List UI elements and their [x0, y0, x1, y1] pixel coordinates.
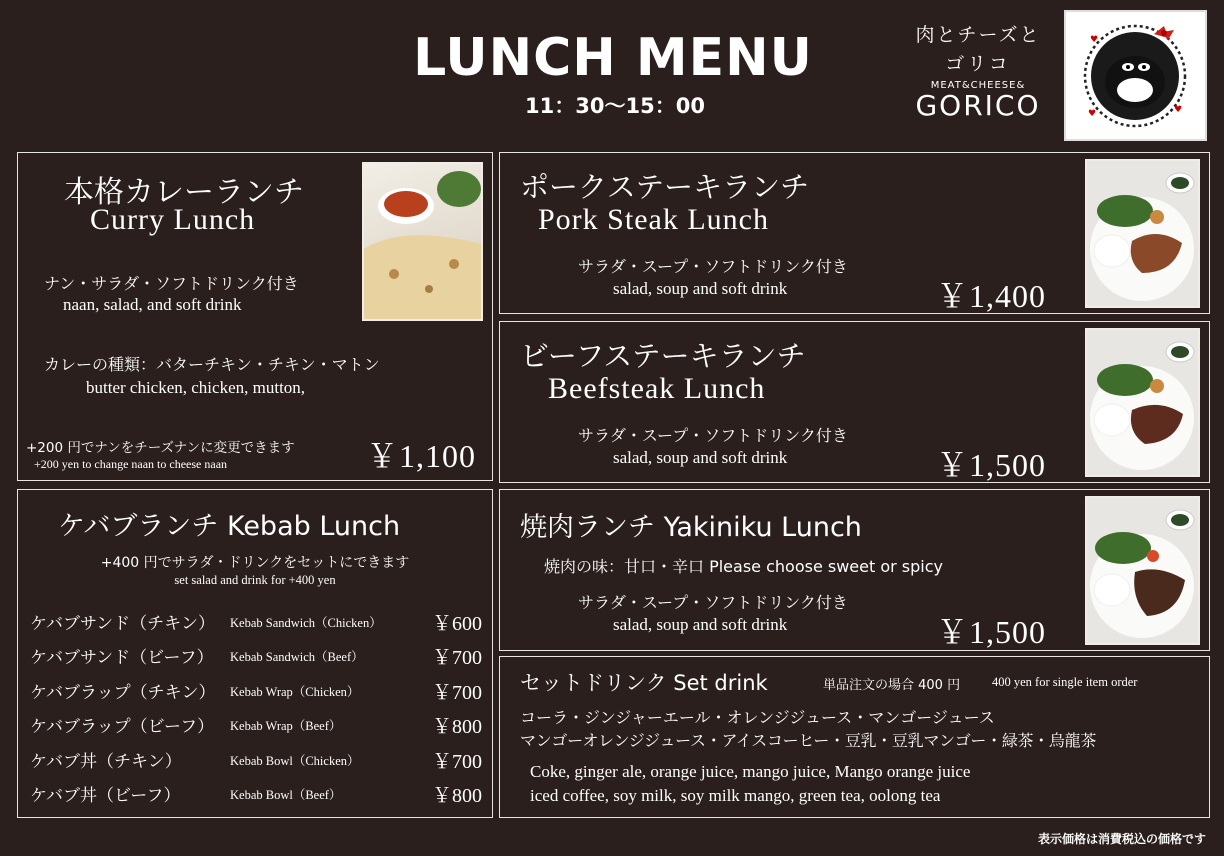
pork-includes-en: salad, soup and soft drink — [613, 279, 788, 298]
curry-option-en: +200 yen to change naan to cheese naan — [34, 457, 228, 471]
kebab-item — [30, 607, 482, 637]
shop-name-en: GORICO — [915, 89, 1041, 122]
drinks-single-en: 400 yen for single item order — [992, 675, 1138, 689]
menu-title: LUNCH MENU — [413, 28, 813, 88]
kebab-item-name-en: Kebab Sandwich（Beef） — [230, 650, 364, 664]
shop-name-en-small: MEAT&CHEESE& — [930, 80, 1026, 91]
yakiniku-includes-en: salad, soup and soft drink — [613, 615, 788, 634]
yakiniku-includes-jp: サラダ・スープ・ソフトドリンク付き — [578, 593, 848, 612]
yakiniku-lunch-card — [499, 489, 1210, 651]
svg-text:♥: ♥ — [1088, 109, 1097, 119]
pork-photo — [1085, 159, 1200, 308]
beef-photo — [1085, 328, 1200, 477]
drinks-list-jp-1: コーラ・ジンジャーエール・オレンジジュース・マンゴージュース — [520, 708, 995, 727]
kebab-item — [30, 676, 482, 706]
shop-name-jp-line2: ゴリコ — [945, 53, 1011, 75]
gorilla-logo-icon — [1064, 10, 1207, 141]
kebab-item-price: ￥700 — [432, 682, 482, 704]
curry-option-jp: +200 円でナンをチーズナンに変更できます — [26, 440, 295, 456]
curry-includes-jp: ナン・サラダ・ソフトドリンク付き — [44, 274, 299, 293]
kebab-item-name-jp: ケバブサンド（チキン） — [30, 614, 215, 634]
kebab-item-name-en: Kebab Wrap（Chicken） — [230, 685, 360, 699]
kebab-item-price: ￥800 — [432, 785, 482, 807]
curry-lunch-card — [17, 152, 493, 481]
beefsteak-lunch-card — [499, 321, 1210, 483]
pork-price: ￥1,400 — [936, 278, 1047, 314]
shop-name-block — [898, 20, 1058, 122]
curry-types-jp: カレーの種類：バターチキン・チキン・マトン — [44, 355, 380, 374]
kebab-item-name-jp: ケバブ丼（ビーフ） — [30, 786, 181, 806]
yakiniku-title: 焼肉ランチ Yakiniku Lunch — [520, 512, 862, 543]
pork-steak-lunch-card — [499, 152, 1210, 314]
kebab-item — [30, 779, 482, 809]
kebab-title: ケバブランチ Kebab Lunch — [58, 511, 401, 542]
kebab-item-name-jp: ケバブラップ（ビーフ） — [30, 717, 215, 737]
kebab-item-name-jp: ケバブ丼（チキン） — [30, 752, 182, 772]
curry-price: ￥1,100 — [365, 438, 476, 474]
kebab-lunch-card — [17, 489, 493, 818]
pork-photo-svg — [1087, 161, 1198, 306]
kebab-item-name-jp: ケバブラップ（チキン） — [30, 683, 216, 703]
set-drink-card — [499, 656, 1210, 818]
kebab-item — [30, 710, 482, 740]
svg-text:♥: ♥ — [1174, 105, 1183, 115]
shop-name-jp-line1: 肉とチーズと — [915, 24, 1041, 46]
drinks-list-jp-2: マンゴーオレンジジュース・アイスコーヒー・豆乳・豆乳マンゴー・緑茶・烏龍茶 — [520, 731, 1097, 750]
gorilla-logo-svg — [1066, 12, 1205, 139]
drinks-title: セットドリンク Set drink — [520, 671, 768, 695]
pork-title-en: Pork Steak Lunch — [538, 203, 769, 236]
pork-includes-jp: サラダ・スープ・ソフトドリンク付き — [578, 257, 848, 276]
kebab-set-jp: +400 円でサラダ・ドリンクをセットにできます — [100, 555, 410, 571]
curry-title-en: Curry Lunch — [90, 203, 256, 236]
kebab-item-name-en: Kebab Bowl（Beef） — [230, 788, 342, 802]
yakiniku-flavor: 焼肉の味：甘口・辛口 Please choose sweet or spicy — [544, 557, 944, 576]
business-hours: 11：30〜15：00 — [525, 94, 705, 118]
curry-title-jp: 本格カレーランチ — [64, 175, 304, 210]
beef-includes-jp: サラダ・スープ・ソフトドリンク付き — [578, 426, 848, 445]
kebab-item-name-en: Kebab Bowl（Chicken） — [230, 754, 360, 768]
beef-photo-svg — [1087, 330, 1198, 475]
kebab-item-price: ￥700 — [432, 751, 482, 773]
kebab-item — [30, 641, 482, 671]
beef-price: ￥1,500 — [936, 447, 1047, 483]
yakiniku-photo — [1085, 496, 1200, 645]
yakiniku-price: ￥1,500 — [936, 614, 1047, 650]
kebab-item-price: ￥800 — [432, 716, 482, 738]
kebab-item-name-en: Kebab Wrap（Beef） — [230, 719, 342, 733]
curry-types-en: butter chicken, chicken, mutton, — [86, 378, 306, 397]
curry-photo-svg — [364, 164, 481, 319]
kebab-item-name-en: Kebab Sandwich（Chicken） — [230, 616, 382, 630]
curry-photo — [362, 162, 483, 321]
kebab-item-price: ￥600 — [432, 613, 482, 635]
beef-title-jp: ビーフステーキランチ — [520, 339, 806, 373]
drinks-list-en-2: iced coffee, soy milk, soy milk mango, green tea, oolong tea — [530, 786, 941, 805]
svg-text:♥: ♥ — [1090, 35, 1099, 45]
curry-includes-en: naan, salad, and soft drink — [63, 295, 242, 314]
drinks-list-en-1: Coke, ginger ale, orange juice, mango juice, Mango orange juice — [530, 762, 971, 781]
beef-title-en: Beefsteak Lunch — [548, 372, 766, 405]
tax-note: 表示価格は消費税込の価格です — [1037, 832, 1206, 846]
kebab-set-en: set salad and drink for +400 yen — [174, 573, 336, 587]
beef-includes-en: salad, soup and soft drink — [613, 448, 788, 467]
yakiniku-photo-svg — [1087, 498, 1198, 643]
pork-title-jp: ポークステーキランチ — [520, 170, 810, 204]
kebab-item — [30, 745, 482, 775]
kebab-item-name-jp: ケバブサンド（ビーフ） — [30, 648, 214, 668]
kebab-item-price: ￥700 — [432, 647, 482, 669]
drinks-single-jp: 単品注文の場合 400 円 — [823, 678, 961, 693]
